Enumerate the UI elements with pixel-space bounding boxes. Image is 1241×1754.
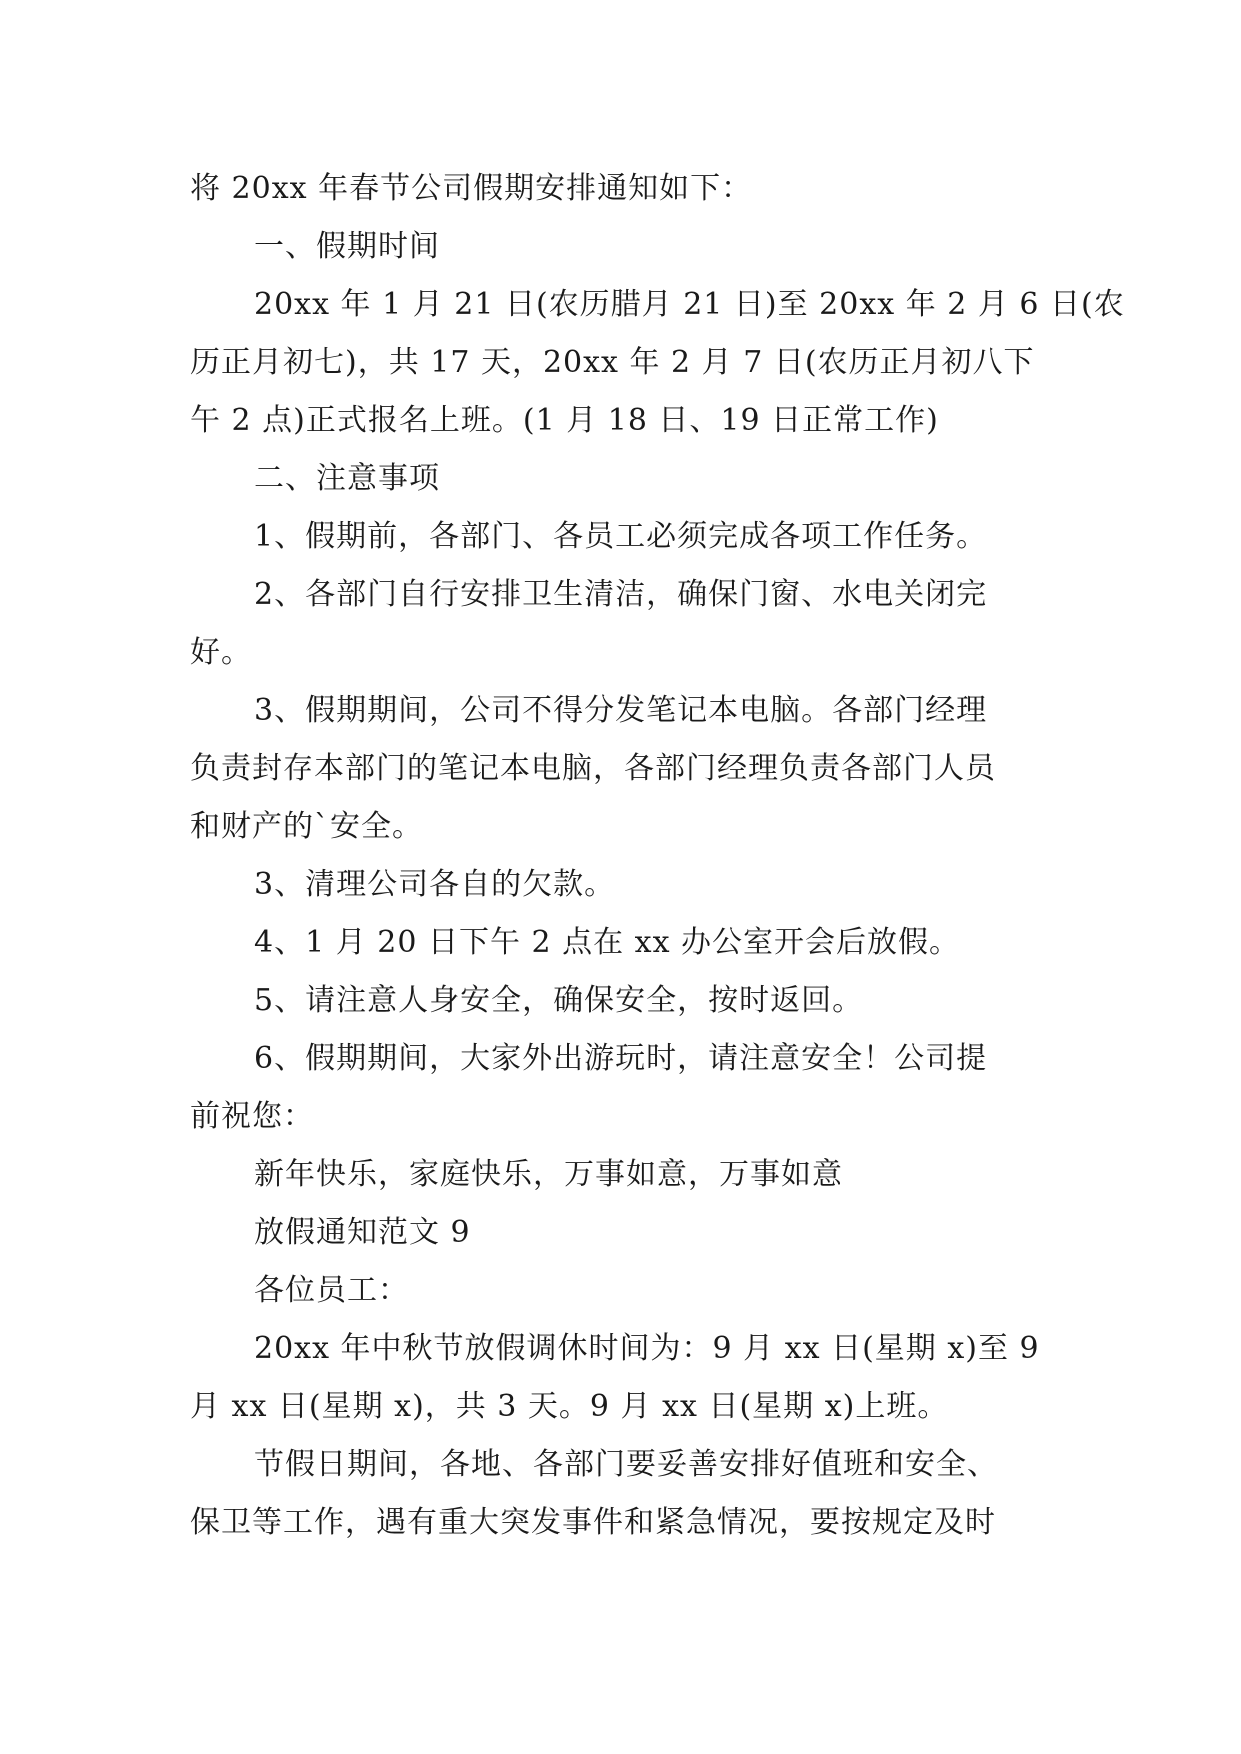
list-item: 1、假期前，各部门、各员工必须完成各项工作任务。 [254,519,988,554]
text-line: 午 2 点)正式报名上班。(1 月 18 日、19 日正常工作) [190,403,939,438]
salutation: 各位员工： [254,1273,409,1308]
list-item: 2、各部门自行安排卫生清洁，确保门窗、水电关闭完 [254,577,988,612]
text-line: 好。 [190,635,252,670]
text-line: 20xx 年 1 月 21 日(农历腊月 21 日)至 20xx 年 2 月 6 日(农 [254,287,1125,322]
text-line: 将 20xx 年春节公司假期安排通知如下： [190,171,753,206]
list-item: 6、假期期间，大家外出游玩时，请注意安全！公司提 [254,1041,988,1076]
text-line: 月 xx 日(星期 x)，共 3 天。9 月 xx 日(星期 x)上班。 [190,1389,949,1424]
document-subtitle: 放假通知范文 9 [254,1215,471,1250]
section-heading: 二、注意事项 [254,461,440,496]
text-line: 历正月初七)，共 17 天，20xx 年 2 月 7 日(农历正月初八下 [190,345,1035,380]
document-body [190,160,1125,1552]
text-line: 负责封存本部门的笔记本电脑，各部门经理负责各部门人员 [190,751,996,786]
list-item: 3、假期期间，公司不得分发笔记本电脑。各部门经理 [254,693,988,728]
list-item: 3、清理公司各自的欠款。 [254,867,616,902]
text-line: 20xx 年中秋节放假调休时间为：9 月 xx 日(星期 x)至 9 [254,1331,1040,1366]
list-item: 5、请注意人身安全，确保安全，按时返回。 [254,983,864,1018]
text-line: 新年快乐，家庭快乐，万事如意，万事如意 [254,1157,843,1192]
text-line: 保卫等工作，遇有重大突发事件和紧急情况，要按规定及时 [190,1505,996,1540]
list-item: 4、1 月 20 日下午 2 点在 xx 办公室开会后放假。 [254,925,961,960]
text-line: 节假日期间，各地、各部门要妥善安排好值班和安全、 [254,1447,998,1482]
text-line: 和财产的`安全。 [190,809,423,844]
text-line: 前祝您： [190,1099,314,1134]
section-heading: 一、假期时间 [254,229,440,264]
